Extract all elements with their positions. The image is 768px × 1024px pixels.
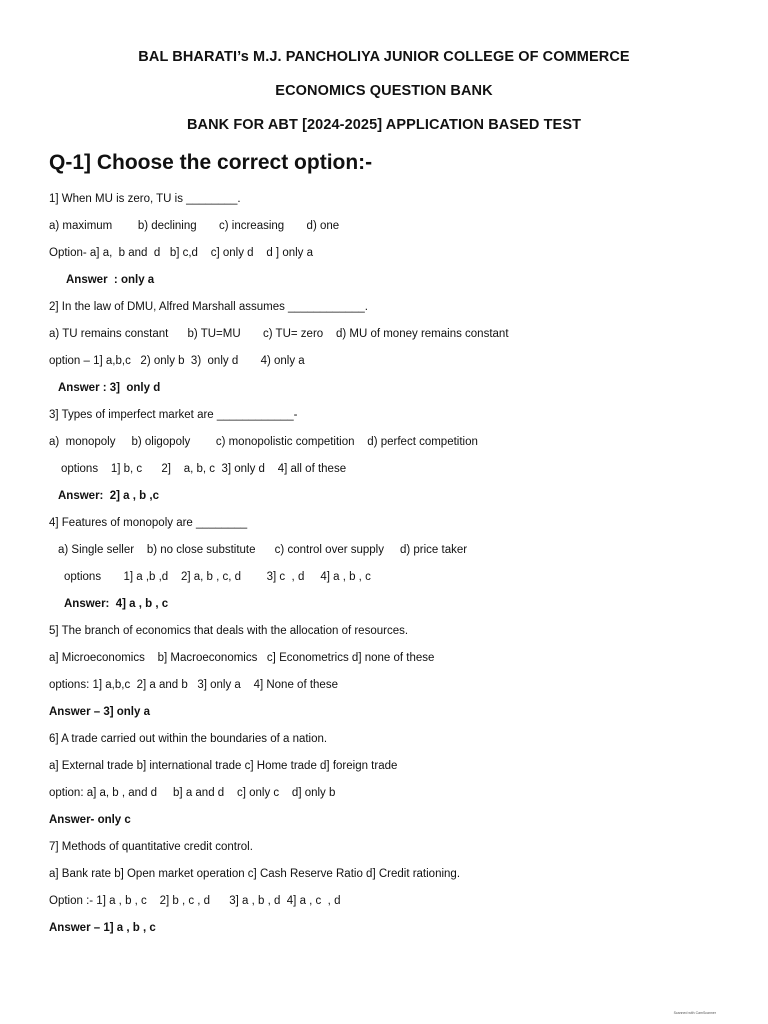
question-4-answer: Answer: 4] a , b , c bbox=[64, 598, 169, 610]
question-3-options: options 1] b, c 2] a, b, c 3] only d 4] all of these bbox=[61, 463, 347, 475]
college-name: BAL BHARATI’s M.J. PANCHOLIYA JUNIOR COLLEGE OF COMMERCE bbox=[138, 49, 630, 65]
question-6-choices: a] External trade b] international trade c] Home trade d] foreign trade bbox=[49, 760, 398, 772]
scanner-watermark: Scanned with CamScanner bbox=[673, 1011, 716, 1015]
question-7-answer: Answer – 1] a , b , c bbox=[49, 922, 156, 934]
question-3-text: 3] Types of imperfect market are ____________- bbox=[49, 409, 298, 421]
question-2-choices: a) TU remains constant b) TU=MU c) TU= zero d) MU of money remains constant bbox=[49, 328, 509, 340]
question-5-text: 5] The branch of economics that deals with the allocation of resources. bbox=[49, 625, 409, 637]
question-7-choices: a] Bank rate b] Open market operation c] Cash Reserve Ratio d] Credit rationing. bbox=[49, 868, 461, 880]
question-1-text: 1] When MU is zero, TU is ________. bbox=[49, 193, 241, 205]
test-title: BANK FOR ABT [2024-2025] APPLICATION BASED TEST bbox=[186, 117, 582, 133]
question-6-answer: Answer- only c bbox=[49, 814, 131, 826]
question-1-options: Option- a] a, b and d b] c,d c] only d d ] only a bbox=[49, 247, 314, 259]
question-5-options: options: 1] a,b,c 2] a and b 3] only a 4] None of these bbox=[49, 679, 338, 691]
question-2-options: option – 1] a,b,c 2) only b 3) only d 4) only a bbox=[49, 355, 305, 367]
question-4-options: options 1] a ,b ,d 2] a, b , c, d 3] c , d 4] a , b , c bbox=[64, 571, 371, 583]
question-4-text: 4] Features of monopoly are ________ bbox=[49, 517, 248, 529]
question-bank-title: ECONOMICS QUESTION BANK bbox=[275, 83, 493, 99]
question-4-choices: a) Single seller b) no close substitute c) control over supply d) price taker bbox=[58, 544, 468, 556]
question-6-options: option: a] a, b , and d b] a and d c] only c d] only b bbox=[49, 787, 336, 799]
question-2-answer: Answer : 3] only d bbox=[58, 382, 161, 394]
question-3-answer: Answer: 2] a , b ,c bbox=[58, 490, 159, 502]
question-5-answer: Answer – 3] only a bbox=[49, 706, 150, 718]
question-6-text: 6] A trade carried out within the boundaries of a nation. bbox=[49, 733, 328, 745]
question-1-answer: Answer : only a bbox=[66, 274, 155, 286]
section-title: Q-1] Choose the correct option:- bbox=[49, 151, 373, 174]
question-1-choices: a) maximum b) declining c) increasing d) one bbox=[49, 220, 340, 232]
question-7-text: 7] Methods of quantitative credit control. bbox=[49, 841, 253, 853]
question-2-text: 2] In the law of DMU, Alfred Marshall assumes ____________. bbox=[49, 301, 368, 313]
question-5-choices: a] Microeconomics b] Macroeconomics c] Econometrics d] none of these bbox=[49, 652, 435, 664]
question-3-choices: a) monopoly b) oligopoly c) monopolistic competition d) perfect competition bbox=[49, 436, 478, 448]
question-7-options: Option :- 1] a , b , c 2] b , c , d 3] a , b , d 4] a , c , d bbox=[49, 895, 341, 907]
